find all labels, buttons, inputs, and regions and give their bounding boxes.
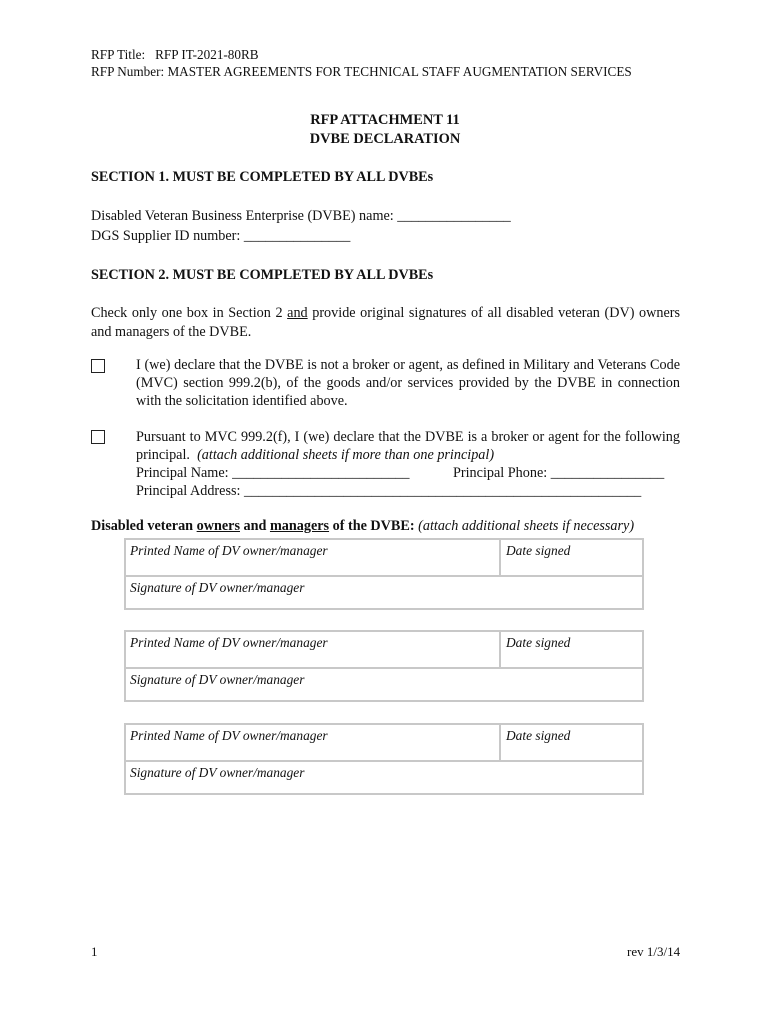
supplier-id-field[interactable]: DGS Supplier ID number: _______________ [91, 228, 351, 244]
rfp-number-label: RFP Number: [91, 64, 165, 79]
signature-block-1 [124, 538, 644, 610]
option-broker-text [136, 428, 680, 464]
signature-block-3 [124, 723, 644, 795]
signers-owners: owners [196, 518, 240, 534]
section2-intro [91, 304, 680, 342]
revision-label: rev 1/3/14 [627, 944, 681, 959]
principal-phone-field[interactable]: Principal Phone: ________________ [453, 465, 665, 481]
rfp-title-label: RFP Title: [91, 47, 146, 62]
rfp-title-value: RFP IT-2021-80RB [155, 47, 259, 62]
signature-field[interactable]: Signature of DV owner/manager [130, 672, 305, 687]
document-header [91, 46, 632, 80]
signers-of: of the DVBE: [329, 518, 415, 534]
cell-divider [499, 632, 501, 667]
option-broker-statement: Pursuant to MVC 999.2(f), I (we) declare that the DVBE is a broker or agent for the following principal. [136, 429, 680, 463]
signature-field[interactable]: Signature of DV owner/manager [130, 580, 305, 595]
signature-block-top [126, 540, 642, 577]
section2-heading: SECTION 2. MUST BE COMPLETED BY ALL DVBEs [91, 267, 434, 283]
section1-heading: SECTION 1. MUST BE COMPLETED BY ALL DVBEs [91, 169, 434, 185]
principal-address-field[interactable]: Principal Address: ________________________________________________________ [136, 483, 642, 499]
intro-text-after: provide original signatures of all disabled veteran (DV) owners and managers of the DVBE. [91, 305, 680, 340]
attachment-title: RFP ATTACHMENT 11 [310, 112, 460, 128]
cell-divider [499, 540, 501, 575]
signature-block-2 [124, 630, 644, 702]
signers-note: (attach additional sheets if necessary) [414, 518, 635, 534]
intro-text-before: Check only one box in Section 2 [91, 305, 288, 321]
signature-field[interactable]: Signature of DV owner/manager [130, 765, 305, 780]
signers-lead: Disabled veteran [91, 518, 197, 534]
intro-text-and: and [287, 305, 308, 321]
page-number: 1 [91, 944, 98, 959]
signers-heading [91, 518, 634, 535]
dvbe-name-field[interactable]: Disabled Veteran Business Enterprise (DVBE) name: ________________ [91, 208, 511, 224]
principal-name-field[interactable]: Principal Name: _________________________ [136, 465, 410, 481]
date-signed-field[interactable]: Date signed [506, 635, 571, 650]
rfp-title-row [91, 46, 632, 63]
declaration-title: DVBE DECLARATION [309, 131, 461, 147]
printed-name-field[interactable]: Printed Name of DV owner/manager [130, 635, 328, 650]
signers-managers: managers [269, 518, 330, 534]
option-not-broker-text: I (we) declare that the DVBE is not a broker or agent, as defined in Military and Veterans Code (MVC) section 999.2(b), of the goods and/or services provided by the DVBE in connection with the solicitation identified above. [136, 357, 680, 409]
option-broker-note: (attach additional sheets if more than one principal) [197, 447, 495, 463]
not-broker-checkbox[interactable] [91, 359, 105, 373]
date-signed-field[interactable]: Date signed [506, 728, 571, 743]
broker-checkbox[interactable] [91, 430, 105, 444]
date-signed-field[interactable]: Date signed [506, 543, 571, 558]
rfp-number-value: MASTER AGREEMENTS FOR TECHNICAL STAFF AUGMENTATION SERVICES [167, 64, 632, 79]
principal-row [136, 464, 680, 482]
rfp-number-row [91, 63, 632, 80]
printed-name-field[interactable]: Printed Name of DV owner/manager [130, 728, 328, 743]
signers-and: and [239, 518, 270, 534]
cell-divider [499, 725, 501, 760]
signature-block-top [126, 725, 642, 762]
option-broker [136, 428, 680, 500]
signature-block-top [126, 632, 642, 669]
printed-name-field[interactable]: Printed Name of DV owner/manager [130, 543, 328, 558]
